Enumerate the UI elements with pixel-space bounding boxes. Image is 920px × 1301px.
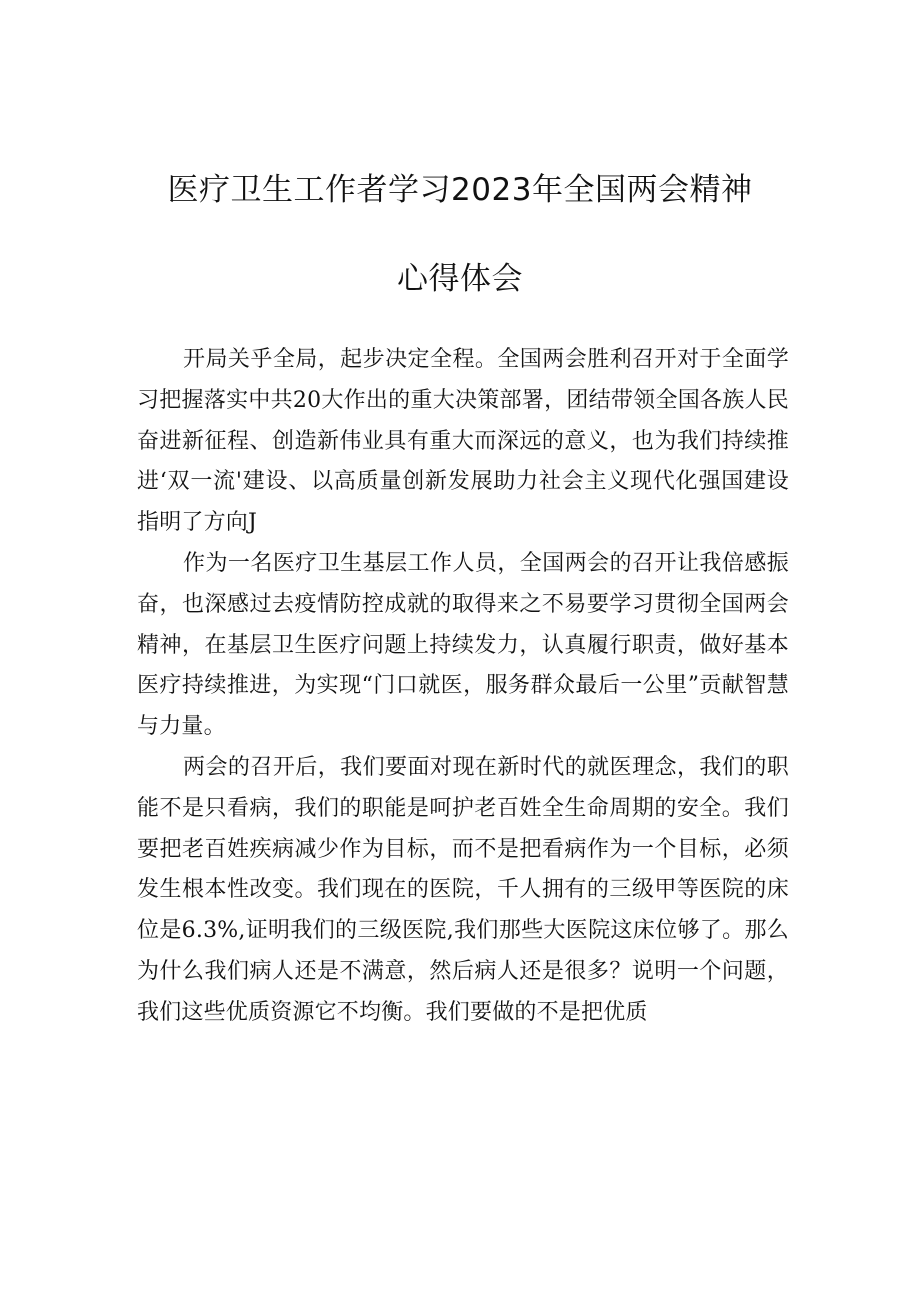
document-title: 医疗卫生工作者学习2023年全国两会精神 xyxy=(167,172,753,208)
document-subtitle: 心得体会 xyxy=(397,261,523,297)
paragraph-3: 两会的召开后，我们要面对现在新时代的就医理念，我们的职能不是只看病，我们的职能是呵护老百姓全生命周期的安全。我们要把老百姓疾病减少作为目标，而不是把看病作为一个目标，必须发生根本性改变。我们现在的医院，千人拥有的三级甲等医院的床位是6.3%,证明我们的三级医院,我们那些大医院这床位够了。那么为什么我们病人还是不满意，然后病人还是很多？说明一个问题，我们这些优质资源它不均衡。我们要做的不是把优质 xyxy=(137,754,789,1025)
document-body xyxy=(137,340,789,1034)
paragraph-2: 作为一名医疗卫生基层工作人员，全国两会的召开让我倍感振奋，也深感过去疫情防控成就的取得来之不易要学习贯彻全国两会精神，在基层卫生医疗问题上持续发力，认真履行职责，做好基本医疗持续推进，为实现“门口就医，服务群众最后一公里”贡献智慧与力量。 xyxy=(137,550,789,740)
paragraph-1: 开局关乎全局，起步决定全程。全国两会胜利召开对于全面学习把握落实中共20大作出的重大决策部署，团结带领全国各族人民奋进新征程、创造新伟业具有重大而深远的意义，也为我们持续推进‘双一流'建设、以高质量创新发展助力社会主义现代化强国建设指明了方向J xyxy=(137,347,789,536)
